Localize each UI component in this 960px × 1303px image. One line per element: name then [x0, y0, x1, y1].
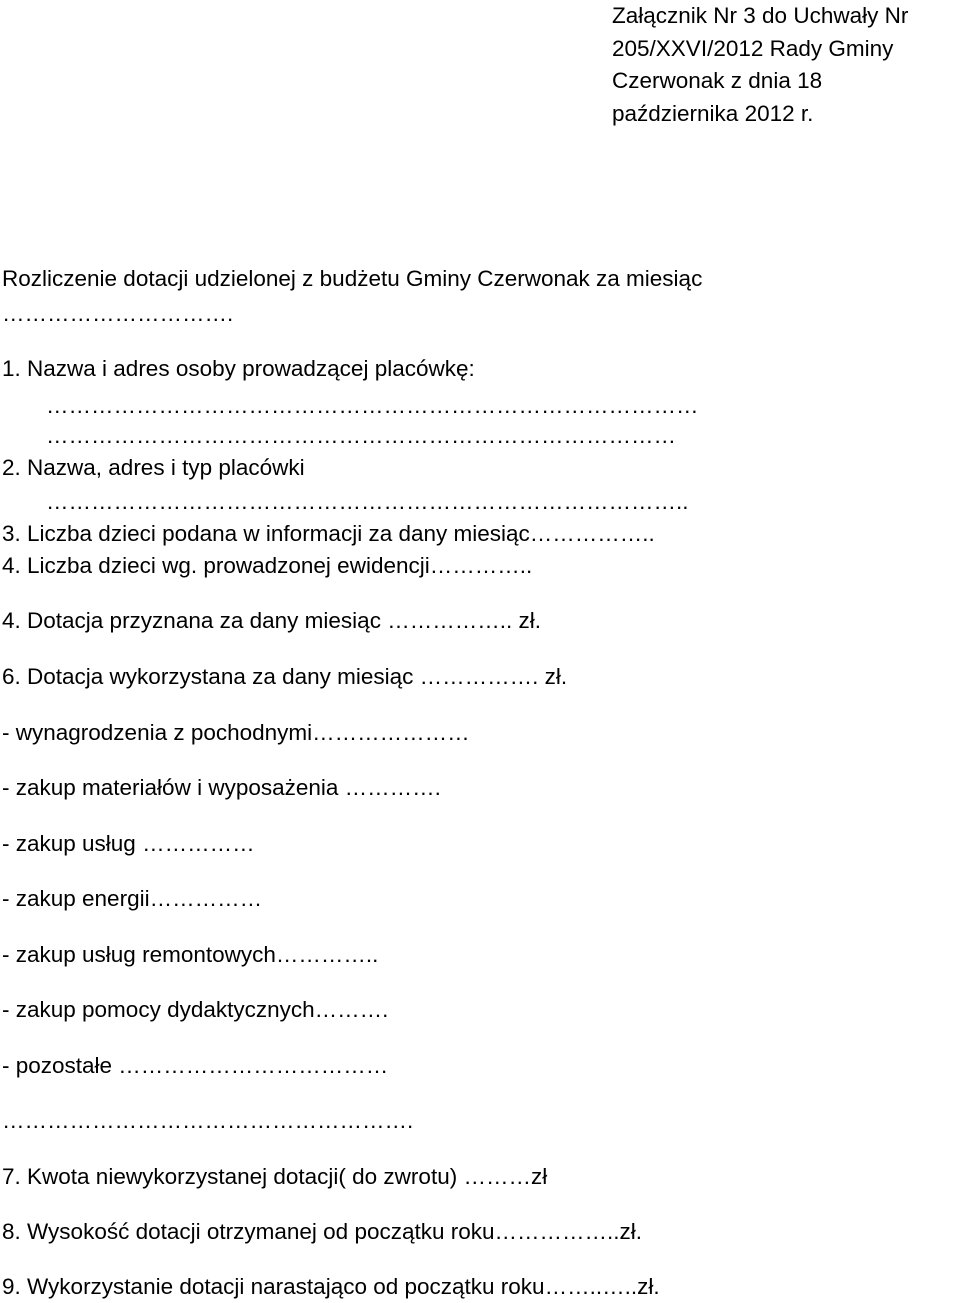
- item-4-grant-awarded: 4. Dotacja przyznana za dany miesiąc …………….. zł.: [2, 608, 541, 633]
- item-7-unused-grant: 7. Kwota niewykorzystanej dotacji( do zwrotu) ………zł: [2, 1164, 548, 1189]
- attachment-header: [612, 0, 952, 130]
- item-2-fill: …………………………………………………………………………..: [46, 489, 689, 514]
- document-title: Rozliczenie dotacji udzielonej z budżetu Gminy Czerwonak za miesiąc: [2, 266, 703, 291]
- sub-energy: - zakup energii……………: [2, 886, 263, 911]
- sub-services: - zakup usług ……………: [2, 831, 255, 856]
- attachment-line-2: 205/XXVI/2012 Rady Gminy: [612, 35, 894, 61]
- attachment-line-3: Czerwonak z dnia 18: [612, 68, 823, 93]
- sub-materials: - zakup materiałów i wyposażenia ………….: [2, 775, 441, 800]
- item-2-label: 2. Nazwa, adres i typ placówki: [2, 455, 305, 480]
- item-8-grant-received: 8. Wysokość dotacji otrzymanej od początku roku……………..zł.: [2, 1219, 643, 1244]
- sub-other: - pozostałe ………………………………: [2, 1053, 389, 1078]
- item-6-grant-used: 6. Dotacja wykorzystana za dany miesiąc ……………. zł.: [2, 664, 568, 689]
- item-4-children: 4. Liczba dzieci wg. prowadzonej ewidencji…………..: [2, 553, 533, 578]
- attachment-line-1: Załącznik Nr 3 do Uchwały Nr: [612, 3, 909, 28]
- sub-teaching-aids: - zakup pomocy dydaktycznych……….: [2, 997, 389, 1022]
- sub-repairs: - zakup usług remontowych…………..: [2, 942, 379, 967]
- item-1-fill-1: ……………………………………………………………………………: [46, 393, 699, 418]
- attachment-line-4: października 2012 r.: [612, 100, 814, 126]
- sub-wages: - wynagrodzenia z pochodnymi…………………: [2, 720, 470, 745]
- title-month-fill: ………………………….: [2, 301, 234, 326]
- item-1-label: 1. Nazwa i adres osoby prowadzącej placówkę:: [2, 356, 475, 381]
- item-9-grant-cumulative: 9. Wykorzystanie dotacji narastająco od początku roku……..…..zł.: [2, 1274, 660, 1299]
- item-3: 3. Liczba dzieci podana w informacji za dany miesiąc……………..: [2, 521, 655, 546]
- sub-other-fill: ……………………………………………….: [2, 1108, 414, 1133]
- item-1-fill-2: …………………………………………………………………………: [46, 423, 676, 448]
